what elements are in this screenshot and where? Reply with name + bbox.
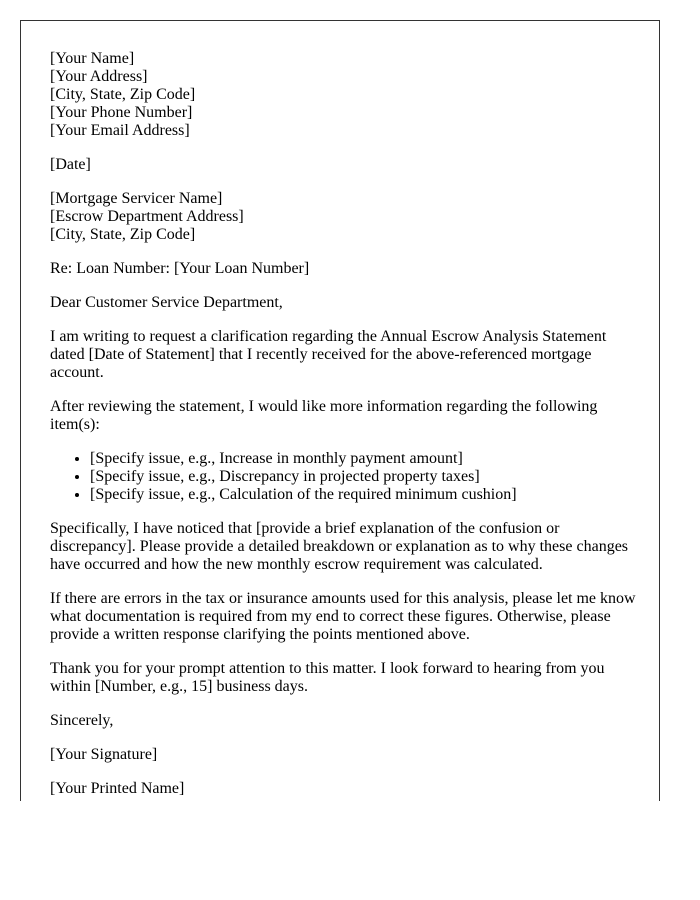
- letter-date: [Date]: [50, 156, 91, 173]
- sender-email: [Your Email Address]: [50, 122, 190, 139]
- salutation: Dear Customer Service Department,: [50, 294, 283, 311]
- recipient-name: [Mortgage Servicer Name]: [50, 190, 223, 207]
- intro-paragraph: I am writing to request a clarification regarding the Annual Escrow Analysis Statement dated [Date of Statement] that I recently received for the above-referenced mortgage account.: [50, 328, 607, 381]
- issues-list: [50, 450, 640, 504]
- items-lead-paragraph: After reviewing the statement, I would like more information regarding the following item(s):: [50, 398, 598, 433]
- issue-item: • [Specify issue, e.g., Calculation of the required minimum cushion]: [90, 486, 640, 504]
- sender-name: [Your Name]: [50, 50, 135, 67]
- issue-item: • [Specify issue, e.g., Discrepancy in projected property taxes]: [90, 468, 640, 486]
- thanks-paragraph: Thank you for your prompt attention to this matter. I look forward to hearing from you within [Number, e.g., 15] business days.: [50, 660, 605, 695]
- subject-line: Re: Loan Number: [Your Loan Number]: [50, 260, 310, 277]
- specifics-paragraph: Specifically, I have noticed that [provide a brief explanation of the confusion or discrepancy]. Please provide a detailed breakdown or explanation as to why these changes have occurred and how the new monthly escrow requirement was calculated.: [50, 520, 629, 573]
- errors-paragraph: If there are errors in the tax or insurance amounts used for this analysis, please let me know what documentation is required from my end to correct these figures. Otherwise, please provide a written response clarifying the points mentioned above.: [50, 590, 636, 643]
- sender-address: [Your Address]: [50, 68, 148, 85]
- printed-name: [Your Printed Name]: [50, 780, 185, 797]
- signature: [Your Signature]: [50, 746, 158, 763]
- issue-item: • [Specify issue, e.g., Increase in monthly payment amount]: [90, 450, 640, 468]
- sender-phone: [Your Phone Number]: [50, 104, 193, 121]
- sender-block: [50, 50, 640, 140]
- letter-page: [20, 20, 660, 801]
- letter-content: [50, 50, 640, 801]
- recipient-city-state-zip: [City, State, Zip Code]: [50, 226, 196, 243]
- recipient-address: [Escrow Department Address]: [50, 208, 244, 225]
- sender-city-state-zip: [City, State, Zip Code]: [50, 86, 196, 103]
- closing: Sincerely,: [50, 712, 114, 729]
- recipient-block: [50, 190, 640, 244]
